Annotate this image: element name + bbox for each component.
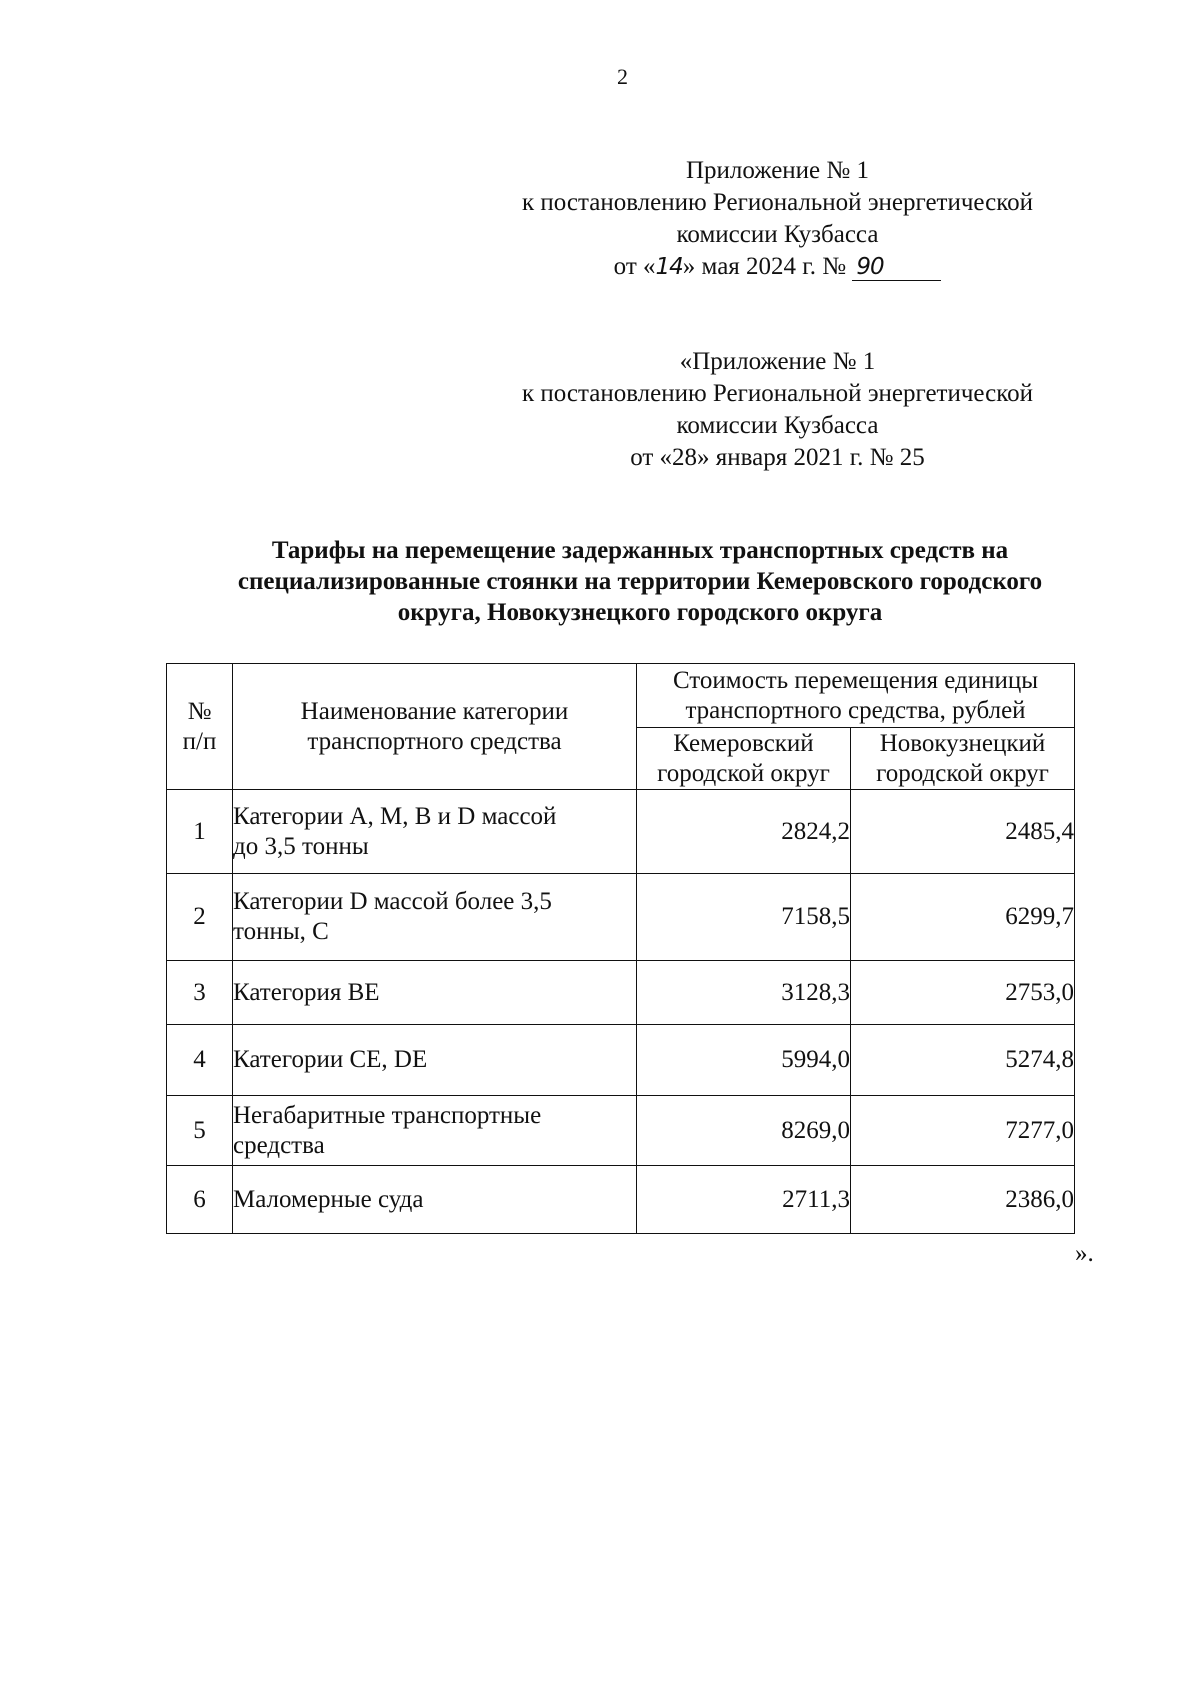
header-novokuznetsk: Новокузнецкий городской округ bbox=[851, 728, 1075, 790]
row-novokuznetsk-value: 2386,0 bbox=[851, 1166, 1075, 1234]
closing-quote-mark: ». bbox=[1075, 1240, 1094, 1267]
appendix-resolution-line: к постановлению Региональной энергетической bbox=[522, 189, 1033, 216]
row-number: 3 bbox=[167, 961, 233, 1025]
appendix-title: Приложение № 1 bbox=[685, 157, 870, 184]
header-kemerovo: Кемеровский городской округ bbox=[637, 728, 851, 790]
handwritten-day: 14 bbox=[655, 254, 683, 280]
row-novokuznetsk-value: 6299,7 bbox=[851, 874, 1075, 961]
table-row bbox=[167, 1166, 1075, 1234]
document-title bbox=[150, 535, 1130, 628]
row-number: 5 bbox=[167, 1096, 233, 1166]
tariff-table bbox=[166, 663, 1075, 1234]
row-kemerovo-value: 2824,2 bbox=[637, 790, 851, 874]
appendix-date-line bbox=[490, 251, 1065, 283]
title-line: Тарифы на перемещение задержанных транспортных средств на bbox=[271, 537, 1009, 564]
table-row bbox=[167, 1025, 1075, 1096]
row-kemerovo-value: 5994,0 bbox=[637, 1025, 851, 1096]
row-kemerovo-value: 2711,3 bbox=[637, 1166, 851, 1234]
row-kemerovo-value: 7158,5 bbox=[637, 874, 851, 961]
appendix-commission-line: комиссии Кузбасса bbox=[676, 221, 879, 248]
appendix-header-current bbox=[490, 155, 1065, 283]
title-line: округа, Новокузнецкого городского округа bbox=[397, 599, 883, 626]
header-cost: Стоимость перемещения единицы транспортного средства, рублей bbox=[637, 664, 1075, 728]
row-category: Категории CE, DE bbox=[233, 1025, 637, 1096]
row-novokuznetsk-value: 5274,8 bbox=[851, 1025, 1075, 1096]
table-row bbox=[167, 790, 1075, 874]
row-category: Категория BE bbox=[233, 961, 637, 1025]
header-category-name: Наименование категории транспортного средства bbox=[233, 664, 637, 790]
title-line: специализированные стоянки на территории Кемеровского городского bbox=[237, 568, 1043, 595]
appendix-commission-line: комиссии Кузбасса bbox=[676, 412, 879, 439]
row-kemerovo-value: 8269,0 bbox=[637, 1096, 851, 1166]
row-category: Маломерные суда bbox=[233, 1166, 637, 1234]
appendix-title: «Приложение № 1 bbox=[679, 348, 876, 375]
row-novokuznetsk-value: 2485,4 bbox=[851, 790, 1075, 874]
appendix-header-original bbox=[490, 346, 1065, 474]
row-kemerovo-value: 3128,3 bbox=[637, 961, 851, 1025]
row-number: 4 bbox=[167, 1025, 233, 1096]
date-prefix: от « bbox=[613, 253, 656, 280]
row-number: 1 bbox=[167, 790, 233, 874]
table-row bbox=[167, 961, 1075, 1025]
row-novokuznetsk-value: 2753,0 bbox=[851, 961, 1075, 1025]
row-category: Категории A, M, B и D массой до 3,5 тонны bbox=[233, 790, 637, 874]
appendix-date-line: от «28» января 2021 г. № 25 bbox=[630, 444, 925, 471]
row-number: 6 bbox=[167, 1166, 233, 1234]
row-number: 2 bbox=[167, 874, 233, 961]
table-row bbox=[167, 874, 1075, 961]
table-row bbox=[167, 1096, 1075, 1166]
handwritten-number: 90 bbox=[852, 254, 941, 281]
row-category: Категории D массой более 3,5 тонны, C bbox=[233, 874, 637, 961]
row-category: Негабаритные транспортные средства bbox=[233, 1096, 637, 1166]
header-number: № п/п bbox=[167, 664, 233, 790]
row-novokuznetsk-value: 7277,0 bbox=[851, 1096, 1075, 1166]
page-number: 2 bbox=[617, 64, 628, 89]
appendix-resolution-line: к постановлению Региональной энергетической bbox=[522, 380, 1033, 407]
date-middle: » мая 2024 г. № bbox=[682, 253, 847, 280]
